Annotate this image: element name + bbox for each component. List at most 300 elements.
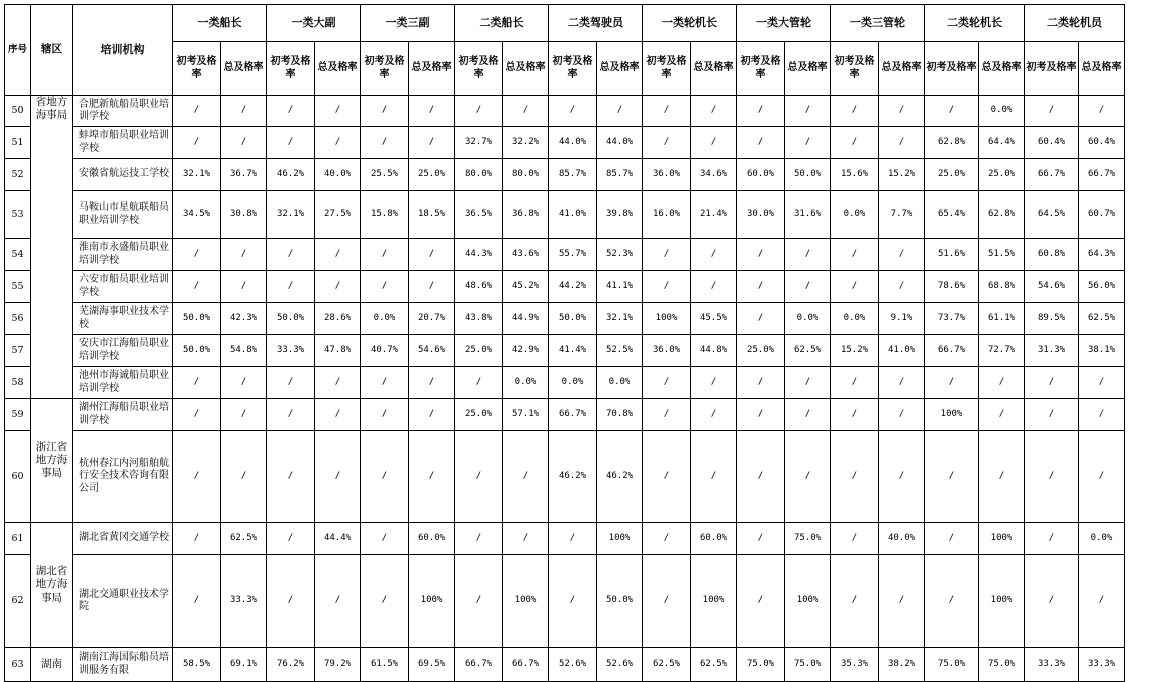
first-exam-rate-cell: / <box>1025 399 1079 431</box>
overall-rate-cell: / <box>785 399 831 431</box>
header-overall-rate: 总及格率 <box>691 42 737 96</box>
row-seq: 58 <box>5 367 31 399</box>
overall-rate-cell: / <box>691 271 737 303</box>
first-exam-rate-cell: 58.5% <box>173 648 221 682</box>
first-exam-rate-cell: 100% <box>643 303 691 335</box>
first-exam-rate-cell: / <box>643 555 691 648</box>
overall-rate-cell: 20.7% <box>409 303 455 335</box>
row-seq: 61 <box>5 523 31 555</box>
overall-rate-cell: 50.0% <box>597 555 643 648</box>
overall-rate-cell: 66.7% <box>1079 159 1125 191</box>
header-first-exam-rate: 初考及格率 <box>455 42 503 96</box>
first-exam-rate-cell: 35.3% <box>831 648 879 682</box>
overall-rate-cell: 0.0% <box>979 96 1025 127</box>
first-exam-rate-cell: 50.0% <box>173 303 221 335</box>
first-exam-rate-cell: / <box>925 96 979 127</box>
overall-rate-cell: / <box>315 271 361 303</box>
overall-rate-cell: 44.4% <box>315 523 361 555</box>
first-exam-rate-cell: / <box>267 96 315 127</box>
overall-rate-cell: / <box>1079 367 1125 399</box>
overall-rate-cell: 46.2% <box>597 431 643 523</box>
first-exam-rate-cell: / <box>925 555 979 648</box>
overall-rate-cell: / <box>597 96 643 127</box>
overall-rate-cell: / <box>221 127 267 159</box>
overall-rate-cell: 0.0% <box>597 367 643 399</box>
row-seq: 54 <box>5 239 31 271</box>
first-exam-rate-cell: 89.5% <box>1025 303 1079 335</box>
first-exam-rate-cell: / <box>737 555 785 648</box>
table-row <box>5 127 1125 159</box>
overall-rate-cell: 62.8% <box>979 191 1025 239</box>
first-exam-rate-cell: / <box>267 239 315 271</box>
overall-rate-cell: / <box>315 431 361 523</box>
header-category-4: 二类驾驶员 <box>549 5 643 42</box>
overall-rate-cell: / <box>785 271 831 303</box>
header-institution: 培训机构 <box>73 5 173 96</box>
overall-rate-cell: 36.7% <box>221 159 267 191</box>
header-category-9: 二类轮机员 <box>1025 5 1125 42</box>
table-row <box>5 555 1125 648</box>
row-seq: 52 <box>5 159 31 191</box>
first-exam-rate-cell: / <box>737 431 785 523</box>
first-exam-rate-cell: 100% <box>925 399 979 431</box>
overall-rate-cell: 0.0% <box>1079 523 1125 555</box>
header-first-exam-rate: 初考及格率 <box>361 42 409 96</box>
row-institution: 六安市船员职业培训学校 <box>73 271 173 303</box>
overall-rate-cell: 100% <box>979 555 1025 648</box>
first-exam-rate-cell: 36.0% <box>643 159 691 191</box>
header-category-0: 一类船长 <box>173 5 267 42</box>
overall-rate-cell: / <box>221 431 267 523</box>
overall-rate-cell: 100% <box>503 555 549 648</box>
first-exam-rate-cell: / <box>361 431 409 523</box>
first-exam-rate-cell: 36.5% <box>455 191 503 239</box>
first-exam-rate-cell: 46.2% <box>267 159 315 191</box>
overall-rate-cell: 30.8% <box>221 191 267 239</box>
overall-rate-cell: 9.1% <box>879 303 925 335</box>
first-exam-rate-cell: 64.5% <box>1025 191 1079 239</box>
overall-rate-cell: 18.5% <box>409 191 455 239</box>
first-exam-rate-cell: 44.3% <box>455 239 503 271</box>
row-institution: 湖北省黄冈交通学校 <box>73 523 173 555</box>
overall-rate-cell: 62.5% <box>1079 303 1125 335</box>
table-row <box>5 239 1125 271</box>
first-exam-rate-cell: / <box>737 303 785 335</box>
row-institution: 池州市海诚船员职业培训学校 <box>73 367 173 399</box>
first-exam-rate-cell: 31.3% <box>1025 335 1079 367</box>
overall-rate-cell: / <box>785 367 831 399</box>
first-exam-rate-cell: / <box>455 367 503 399</box>
first-exam-rate-cell: 0.0% <box>549 367 597 399</box>
first-exam-rate-cell: / <box>455 431 503 523</box>
first-exam-rate-cell: / <box>267 271 315 303</box>
first-exam-rate-cell: 61.5% <box>361 648 409 682</box>
first-exam-rate-cell: 78.6% <box>925 271 979 303</box>
table-row <box>5 335 1125 367</box>
overall-rate-cell: 36.8% <box>503 191 549 239</box>
first-exam-rate-cell: 80.0% <box>455 159 503 191</box>
overall-rate-cell: 68.8% <box>979 271 1025 303</box>
overall-rate-cell: 42.3% <box>221 303 267 335</box>
first-exam-rate-cell: / <box>361 367 409 399</box>
first-exam-rate-cell: 46.2% <box>549 431 597 523</box>
overall-rate-cell: 41.0% <box>879 335 925 367</box>
first-exam-rate-cell: / <box>173 96 221 127</box>
overall-rate-cell: / <box>221 367 267 399</box>
first-exam-rate-cell: / <box>361 523 409 555</box>
first-exam-rate-cell: 60.0% <box>737 159 785 191</box>
row-seq: 62 <box>5 555 31 648</box>
table-row <box>5 399 1125 431</box>
first-exam-rate-cell: / <box>267 555 315 648</box>
first-exam-rate-cell: 75.0% <box>737 648 785 682</box>
first-exam-rate-cell: 66.7% <box>1025 159 1079 191</box>
table-row <box>5 303 1125 335</box>
overall-rate-cell: 34.6% <box>691 159 737 191</box>
first-exam-rate-cell: 50.0% <box>267 303 315 335</box>
table-row <box>5 96 1125 127</box>
first-exam-rate-cell: / <box>737 239 785 271</box>
header-first-exam-rate: 初考及格率 <box>549 42 597 96</box>
first-exam-rate-cell: / <box>173 367 221 399</box>
first-exam-rate-cell: 0.0% <box>361 303 409 335</box>
overall-rate-cell: / <box>691 399 737 431</box>
first-exam-rate-cell: / <box>549 96 597 127</box>
overall-rate-cell: 75.0% <box>785 523 831 555</box>
row-institution: 马鞍山市星航联船员职业培训学校 <box>73 191 173 239</box>
first-exam-rate-cell: / <box>267 399 315 431</box>
first-exam-rate-cell: / <box>267 127 315 159</box>
first-exam-rate-cell: 48.6% <box>455 271 503 303</box>
overall-rate-cell: 60.7% <box>1079 191 1125 239</box>
row-seq: 50 <box>5 96 31 127</box>
overall-rate-cell: / <box>785 431 831 523</box>
first-exam-rate-cell: 43.8% <box>455 303 503 335</box>
header-overall-rate: 总及格率 <box>315 42 361 96</box>
overall-rate-cell: / <box>221 399 267 431</box>
first-exam-rate-cell: / <box>925 367 979 399</box>
overall-rate-cell: / <box>409 96 455 127</box>
first-exam-rate-cell: / <box>361 555 409 648</box>
first-exam-rate-cell: / <box>643 399 691 431</box>
overall-rate-cell: / <box>879 127 925 159</box>
first-exam-rate-cell: 65.4% <box>925 191 979 239</box>
overall-rate-cell: 50.0% <box>785 159 831 191</box>
overall-rate-cell: 57.1% <box>503 399 549 431</box>
header-overall-rate: 总及格率 <box>597 42 643 96</box>
first-exam-rate-cell: / <box>737 271 785 303</box>
header-overall-rate: 总及格率 <box>785 42 831 96</box>
first-exam-rate-cell: 73.7% <box>925 303 979 335</box>
row-institution: 湖州江海船员职业培训学校 <box>73 399 173 431</box>
overall-rate-cell: / <box>1079 96 1125 127</box>
header-overall-rate: 总及格率 <box>221 42 267 96</box>
table-row <box>5 523 1125 555</box>
first-exam-rate-cell: / <box>925 431 979 523</box>
overall-rate-cell: / <box>879 555 925 648</box>
header-first-exam-rate: 初考及格率 <box>643 42 691 96</box>
overall-rate-cell: 62.5% <box>691 648 737 682</box>
first-exam-rate-cell: 0.0% <box>831 303 879 335</box>
first-exam-rate-cell: / <box>831 555 879 648</box>
header-seq: 序号 <box>5 5 31 96</box>
first-exam-rate-cell: 32.7% <box>455 127 503 159</box>
first-exam-rate-cell: / <box>173 271 221 303</box>
header-category-2: 一类三副 <box>361 5 455 42</box>
overall-rate-cell: 21.4% <box>691 191 737 239</box>
first-exam-rate-cell: 25.5% <box>361 159 409 191</box>
overall-rate-cell: / <box>503 523 549 555</box>
first-exam-rate-cell: 60.4% <box>1025 127 1079 159</box>
first-exam-rate-cell: 41.4% <box>549 335 597 367</box>
overall-rate-cell: 69.1% <box>221 648 267 682</box>
overall-rate-cell: 70.8% <box>597 399 643 431</box>
first-exam-rate-cell: / <box>737 523 785 555</box>
header-overall-rate: 总及格率 <box>1079 42 1125 96</box>
first-exam-rate-cell: 76.2% <box>267 648 315 682</box>
first-exam-rate-cell: / <box>455 96 503 127</box>
overall-rate-cell: / <box>879 367 925 399</box>
first-exam-rate-cell: / <box>737 127 785 159</box>
first-exam-rate-cell: 41.0% <box>549 191 597 239</box>
first-exam-rate-cell: / <box>1025 96 1079 127</box>
overall-rate-cell: 43.6% <box>503 239 549 271</box>
first-exam-rate-cell: / <box>831 96 879 127</box>
overall-rate-cell: 85.7% <box>597 159 643 191</box>
overall-rate-cell: 64.3% <box>1079 239 1125 271</box>
first-exam-rate-cell: / <box>361 239 409 271</box>
overall-rate-cell: / <box>221 239 267 271</box>
overall-rate-cell: / <box>1079 555 1125 648</box>
first-exam-rate-cell: / <box>643 367 691 399</box>
overall-rate-cell: / <box>785 239 831 271</box>
first-exam-rate-cell: / <box>267 523 315 555</box>
header-overall-rate: 总及格率 <box>503 42 549 96</box>
first-exam-rate-cell: 44.0% <box>549 127 597 159</box>
overall-rate-cell: 100% <box>691 555 737 648</box>
header-category-7: 一类三管轮 <box>831 5 925 42</box>
overall-rate-cell: 25.0% <box>979 159 1025 191</box>
first-exam-rate-cell: / <box>173 399 221 431</box>
row-seq: 51 <box>5 127 31 159</box>
overall-rate-cell: 28.6% <box>315 303 361 335</box>
first-exam-rate-cell: / <box>1025 523 1079 555</box>
row-seq: 57 <box>5 335 31 367</box>
header-first-exam-rate: 初考及格率 <box>267 42 315 96</box>
first-exam-rate-cell: 34.5% <box>173 191 221 239</box>
first-exam-rate-cell: / <box>831 523 879 555</box>
first-exam-rate-cell: 50.0% <box>549 303 597 335</box>
first-exam-rate-cell: / <box>549 555 597 648</box>
overall-rate-cell: 40.0% <box>879 523 925 555</box>
overall-rate-cell: / <box>315 127 361 159</box>
first-exam-rate-cell: / <box>737 367 785 399</box>
overall-rate-cell: 38.2% <box>879 648 925 682</box>
first-exam-rate-cell: 25.0% <box>737 335 785 367</box>
overall-rate-cell: / <box>691 367 737 399</box>
first-exam-rate-cell: / <box>643 523 691 555</box>
overall-rate-cell: / <box>409 127 455 159</box>
first-exam-rate-cell: 25.0% <box>455 399 503 431</box>
first-exam-rate-cell: 52.6% <box>549 648 597 682</box>
first-exam-rate-cell: 16.0% <box>643 191 691 239</box>
first-exam-rate-cell: 60.8% <box>1025 239 1079 271</box>
first-exam-rate-cell: / <box>173 523 221 555</box>
first-exam-rate-cell: 51.6% <box>925 239 979 271</box>
first-exam-rate-cell: 33.3% <box>1025 648 1079 682</box>
row-institution: 安庆市江海船员职业培训学校 <box>73 335 173 367</box>
overall-rate-cell: / <box>409 431 455 523</box>
overall-rate-cell: 52.6% <box>597 648 643 682</box>
overall-rate-cell: 75.0% <box>979 648 1025 682</box>
overall-rate-cell: 44.9% <box>503 303 549 335</box>
overall-rate-cell: 45.2% <box>503 271 549 303</box>
overall-rate-cell: / <box>315 399 361 431</box>
overall-rate-cell: 100% <box>785 555 831 648</box>
overall-rate-cell: / <box>221 271 267 303</box>
header-category-3: 二类船长 <box>455 5 549 42</box>
overall-rate-cell: 80.0% <box>503 159 549 191</box>
first-exam-rate-cell: 33.3% <box>267 335 315 367</box>
overall-rate-cell: 62.5% <box>785 335 831 367</box>
overall-rate-cell: / <box>1079 431 1125 523</box>
first-exam-rate-cell: / <box>549 523 597 555</box>
first-exam-rate-cell: 32.1% <box>267 191 315 239</box>
first-exam-rate-cell: / <box>831 127 879 159</box>
header-overall-rate: 总及格率 <box>879 42 925 96</box>
overall-rate-cell: 62.5% <box>221 523 267 555</box>
overall-rate-cell: 25.0% <box>409 159 455 191</box>
overall-rate-cell: 32.1% <box>597 303 643 335</box>
overall-rate-cell: 31.6% <box>785 191 831 239</box>
row-seq: 63 <box>5 648 31 682</box>
overall-rate-cell: / <box>409 239 455 271</box>
overall-rate-cell: 52.5% <box>597 335 643 367</box>
overall-rate-cell: / <box>1079 399 1125 431</box>
first-exam-rate-cell: / <box>361 127 409 159</box>
row-region: 省地方海事局 <box>31 96 73 399</box>
overall-rate-cell: / <box>503 96 549 127</box>
first-exam-rate-cell: / <box>925 523 979 555</box>
overall-rate-cell: 60.0% <box>409 523 455 555</box>
first-exam-rate-cell: / <box>173 239 221 271</box>
overall-rate-cell: / <box>315 555 361 648</box>
table-row <box>5 367 1125 399</box>
first-exam-rate-cell: / <box>643 239 691 271</box>
overall-rate-cell: 32.2% <box>503 127 549 159</box>
overall-rate-cell: 15.2% <box>879 159 925 191</box>
overall-rate-cell: / <box>785 96 831 127</box>
first-exam-rate-cell: / <box>455 523 503 555</box>
first-exam-rate-cell: / <box>1025 431 1079 523</box>
header-first-exam-rate: 初考及格率 <box>173 42 221 96</box>
row-institution: 杭州春江内河船舶航行安全技术咨询有限公司 <box>73 431 173 523</box>
row-region: 浙江省地方海事局 <box>31 399 73 523</box>
first-exam-rate-cell: 66.7% <box>549 399 597 431</box>
first-exam-rate-cell: 15.6% <box>831 159 879 191</box>
first-exam-rate-cell: 15.2% <box>831 335 879 367</box>
table-row <box>5 431 1125 523</box>
overall-rate-cell: 79.2% <box>315 648 361 682</box>
first-exam-rate-cell: 25.0% <box>925 159 979 191</box>
header-overall-rate: 总及格率 <box>409 42 455 96</box>
overall-rate-cell: 7.7% <box>879 191 925 239</box>
row-institution: 湖南江海国际船员培训服务有限 <box>73 648 173 682</box>
header-category-6: 一类大管轮 <box>737 5 831 42</box>
first-exam-rate-cell: / <box>267 367 315 399</box>
first-exam-rate-cell: / <box>173 431 221 523</box>
overall-rate-cell: 54.6% <box>409 335 455 367</box>
overall-rate-cell: 33.3% <box>1079 648 1125 682</box>
row-seq: 53 <box>5 191 31 239</box>
overall-rate-cell: 54.8% <box>221 335 267 367</box>
overall-rate-cell: 41.1% <box>597 271 643 303</box>
first-exam-rate-cell: 25.0% <box>455 335 503 367</box>
overall-rate-cell: / <box>315 239 361 271</box>
first-exam-rate-cell: / <box>643 271 691 303</box>
row-institution: 蚌埠市船员职业培训学校 <box>73 127 173 159</box>
row-seq: 60 <box>5 431 31 523</box>
first-exam-rate-cell: / <box>737 96 785 127</box>
first-exam-rate-cell: / <box>643 431 691 523</box>
row-institution: 合肥新航船员职业培训学校 <box>73 96 173 127</box>
first-exam-rate-cell: / <box>831 399 879 431</box>
first-exam-rate-cell: / <box>173 127 221 159</box>
table-row <box>5 648 1125 682</box>
header-category-5: 一类轮机长 <box>643 5 737 42</box>
overall-rate-cell: / <box>879 271 925 303</box>
first-exam-rate-cell: 85.7% <box>549 159 597 191</box>
row-seq: 56 <box>5 303 31 335</box>
first-exam-rate-cell: / <box>737 399 785 431</box>
table-row <box>5 191 1125 239</box>
row-region: 湖北省地方海事局 <box>31 523 73 648</box>
first-exam-rate-cell: / <box>173 555 221 648</box>
first-exam-rate-cell: / <box>267 431 315 523</box>
first-exam-rate-cell: / <box>455 555 503 648</box>
overall-rate-cell: / <box>691 96 737 127</box>
overall-rate-cell: 0.0% <box>785 303 831 335</box>
first-exam-rate-cell: / <box>361 399 409 431</box>
first-exam-rate-cell: / <box>643 127 691 159</box>
first-exam-rate-cell: 32.1% <box>173 159 221 191</box>
overall-rate-cell: 42.9% <box>503 335 549 367</box>
first-exam-rate-cell: 50.0% <box>173 335 221 367</box>
overall-rate-cell: / <box>879 399 925 431</box>
first-exam-rate-cell: 66.7% <box>455 648 503 682</box>
overall-rate-cell: 45.5% <box>691 303 737 335</box>
row-seq: 55 <box>5 271 31 303</box>
overall-rate-cell: 60.0% <box>691 523 737 555</box>
overall-rate-cell: 40.0% <box>315 159 361 191</box>
overall-rate-cell: 75.0% <box>785 648 831 682</box>
overall-rate-cell: 44.8% <box>691 335 737 367</box>
overall-rate-cell: 60.4% <box>1079 127 1125 159</box>
overall-rate-cell: 56.0% <box>1079 271 1125 303</box>
header-category-8: 二类轮机长 <box>925 5 1025 42</box>
overall-rate-cell: 72.7% <box>979 335 1025 367</box>
first-exam-rate-cell: / <box>831 431 879 523</box>
overall-rate-cell: / <box>503 431 549 523</box>
first-exam-rate-cell: 54.6% <box>1025 271 1079 303</box>
overall-rate-cell: / <box>409 367 455 399</box>
overall-rate-cell: 52.3% <box>597 239 643 271</box>
first-exam-rate-cell: 75.0% <box>925 648 979 682</box>
pass-rate-table <box>4 4 1125 682</box>
header-region: 辖区 <box>31 5 73 96</box>
overall-rate-cell: / <box>785 127 831 159</box>
overall-rate-cell: 47.8% <box>315 335 361 367</box>
